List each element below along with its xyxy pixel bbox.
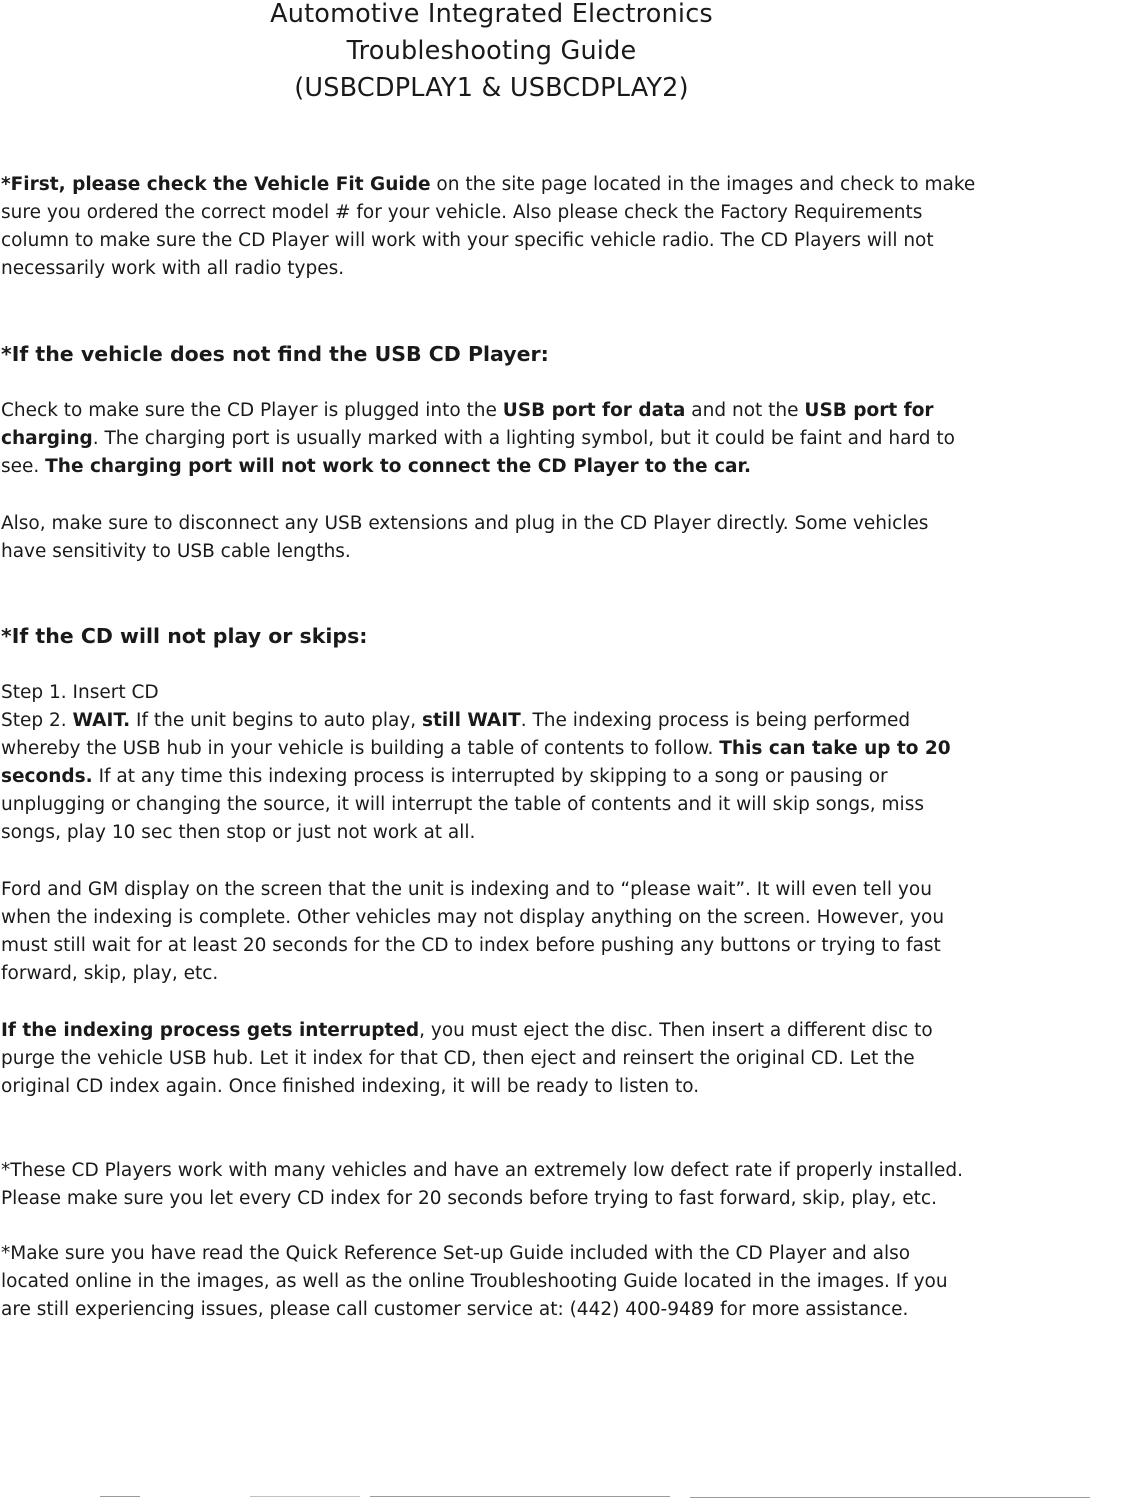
scan-artifact-line [100, 1496, 140, 1497]
usb-port-data: USB port for data [502, 400, 686, 421]
interrupted-bold: If the indexing process gets interrupted [1, 1020, 420, 1041]
footer-note-1: *These CD Players work with many vehicles and have an extremely low defect rate if properly installed. Please make sure you let every CD index for 20 seconds before trying to fast forward, skip, play, etc. [1, 1160, 964, 1209]
footer-note-2: *Make sure you have read the Quick Reference Set-up Guide included with the CD Player and also located online in the images, as well as the online Troubleshooting Guide located in the images. If you are still experiencing issues, please call customer service at: (442) 400-9489 for more assistance. [1, 1243, 948, 1320]
twenty-seconds-bold: This can take up to 20 seconds. [1, 738, 951, 787]
cd-section-heading: *If the CD will not play or skips: [1, 624, 368, 648]
wait-bold: WAIT. [72, 710, 131, 731]
scan-artifact-line [250, 1496, 360, 1497]
intro-bold-lead: *First, please check the Vehicle Fit Guide [1, 174, 431, 195]
company-title: Automotive Integrated Electronics [270, 0, 713, 29]
usb-paragraph-1: Check to make sure the CD Player is plugged into the USB port for data and not the USB port for charging. The charging port is usually marked with a lighting symbol, but it could be faint and hard to see. The charging port will not work to connect the CD Player to the car. [1, 400, 955, 477]
interrupted-paragraph: If the indexing process gets interrupted, you must eject the disc. Then insert a different disc to purge the vehicle USB hub. Let it index for that CD, then eject and reinsert the original CD. Let the original CD index again. Once finished indexing, it will be ready to listen to. [1, 1020, 933, 1097]
step-1: Step 1. Insert CD [1, 682, 159, 703]
model-numbers: (USBCDPLAY1 & USBCDPLAY2) [294, 73, 689, 103]
usb-port-charging: USB port for charging [1, 400, 934, 449]
step-2: Step 2. WAIT. If the unit begins to auto play, still WAIT. The indexing process is being performed whereby the USB hub in your vehicle is building a table of contents to follow. This can take up to 20 seconds. If at any time this indexing process is interrupted by skipping to a song or pausing or unplugging or changing the source, it will interrupt the table of contents and it will skip songs, miss songs, play 10 sec then stop or just not work at all. [1, 710, 951, 843]
usb-section-heading: *If the vehicle does not find the USB CD Player: [1, 342, 549, 366]
still-wait-bold: still WAIT [422, 710, 521, 731]
intro-text: on the site page located in the images and check to make sure you ordered the correct model # for your vehicle. Also please check the Factory Requirements column to make sure the CD Player will work with your specific vehicle radio. The CD Players will not necessarily work with all radio types. [1, 174, 976, 279]
usb-paragraph-2: Also, make sure to disconnect any USB extensions and plug in the CD Player directly. Some vehicles have sensitivity to USB cable lengths. [1, 513, 929, 562]
scan-artifact-line [690, 1497, 1090, 1498]
ford-gm-paragraph: Ford and GM display on the screen that the unit is indexing and to “please wait”. It will even tell you when the indexing is complete. Other vehicles may not display anything on the screen. However, you must still wait for at least 20 seconds for the CD to index before pushing any buttons or trying to fast forward, skip, play, etc. [1, 879, 945, 984]
scan-artifact-line [370, 1496, 670, 1497]
intro-paragraph [1, 171, 991, 283]
guide-title: Troubleshooting Guide [346, 36, 637, 66]
charging-port-warning: The charging port will not work to connect the CD Player to the car. [45, 456, 752, 477]
